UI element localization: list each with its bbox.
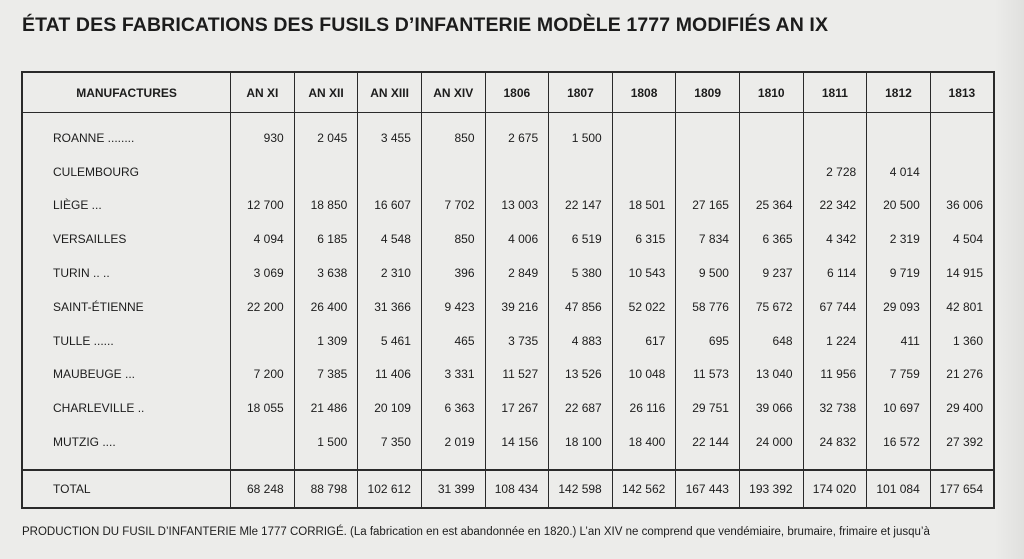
table-cell: 7 834 — [676, 222, 740, 256]
table-cell: 36 006 — [930, 189, 994, 223]
table-cell: 9 500 — [676, 256, 740, 290]
column-header-year: AN XII — [294, 72, 358, 113]
table-cell: 18 400 — [612, 425, 676, 470]
table-cell: 11 406 — [358, 358, 422, 392]
table-cell — [803, 113, 867, 155]
column-header-year: 1807 — [549, 72, 613, 113]
table-cell: 20 109 — [358, 391, 422, 425]
table-cell: 1 309 — [294, 324, 358, 358]
manufacture-name: MUTZIG .... — [22, 425, 231, 470]
table-cell: 29 751 — [676, 391, 740, 425]
table-cell: 10 048 — [612, 358, 676, 392]
table-cell: 22 147 — [549, 189, 613, 223]
table-cell: 22 200 — [231, 290, 295, 324]
table-cell: 11 527 — [485, 358, 549, 392]
column-header-year: 1812 — [867, 72, 931, 113]
table-cell: 14 156 — [485, 425, 549, 470]
table-cell: 26 400 — [294, 290, 358, 324]
table-cell: 6 315 — [612, 222, 676, 256]
table-cell — [612, 155, 676, 189]
column-header-year: AN XIII — [358, 72, 422, 113]
table-cell: 4 548 — [358, 222, 422, 256]
table-cell: 24 832 — [803, 425, 867, 470]
production-table — [21, 71, 995, 509]
table-cell: 18 100 — [549, 425, 613, 470]
total-cell: 102 612 — [358, 470, 422, 508]
table-cell: 2 849 — [485, 256, 549, 290]
table-row — [22, 113, 994, 155]
table-cell: 39 066 — [739, 391, 803, 425]
table-cell — [612, 113, 676, 155]
table-cell: 850 — [421, 222, 485, 256]
total-label: TOTAL — [22, 470, 231, 508]
table-cell: 6 114 — [803, 256, 867, 290]
column-header-year: 1809 — [676, 72, 740, 113]
table-row — [22, 391, 994, 425]
table-cell: 13 526 — [549, 358, 613, 392]
table-cell: 695 — [676, 324, 740, 358]
table-cell: 2 045 — [294, 113, 358, 155]
manufacture-name: LIÈGE ... — [22, 189, 231, 223]
column-header-year: 1811 — [803, 72, 867, 113]
table-cell — [549, 155, 613, 189]
table-cell: 5 461 — [358, 324, 422, 358]
table-cell: 1 224 — [803, 324, 867, 358]
table-cell: 24 000 — [739, 425, 803, 470]
table-cell: 29 400 — [930, 391, 994, 425]
table-cell: 7 702 — [421, 189, 485, 223]
table-cell: 22 342 — [803, 189, 867, 223]
manufacture-name: ROANNE ........ — [22, 113, 231, 155]
table-cell — [739, 155, 803, 189]
total-cell: 167 443 — [676, 470, 740, 508]
table-row — [22, 324, 994, 358]
table-cell: 4 504 — [930, 222, 994, 256]
table-cell: 47 856 — [549, 290, 613, 324]
column-header-year: AN XI — [231, 72, 295, 113]
total-cell: 108 434 — [485, 470, 549, 508]
manufacture-name: SAINT-ÉTIENNE — [22, 290, 231, 324]
table-cell: 5 380 — [549, 256, 613, 290]
table-cell — [676, 113, 740, 155]
table-cell: 18 850 — [294, 189, 358, 223]
table-cell: 52 022 — [612, 290, 676, 324]
table-cell: 13 003 — [485, 189, 549, 223]
total-cell: 88 798 — [294, 470, 358, 508]
table-row — [22, 290, 994, 324]
table-cell: 21 276 — [930, 358, 994, 392]
table-cell: 16 607 — [358, 189, 422, 223]
footer-caption: PRODUCTION DU FUSIL D’INFANTERIE Mle 1777 CORRIGÉ. (La fabrication en est abandonnée en 1820.) L’an XIV ne comprend que vendémiaire, brumaire, frimaire et jusqu’à — [22, 526, 930, 538]
column-header-manufactures: MANUFACTURES — [22, 72, 231, 113]
table-cell — [676, 155, 740, 189]
table-cell: 18 501 — [612, 189, 676, 223]
table-cell — [294, 155, 358, 189]
total-cell: 177 654 — [930, 470, 994, 508]
table-cell: 27 165 — [676, 189, 740, 223]
table-cell: 10 697 — [867, 391, 931, 425]
table-cell: 9 237 — [739, 256, 803, 290]
column-header-year: AN XIV — [421, 72, 485, 113]
table-cell: 58 776 — [676, 290, 740, 324]
table-cell: 4 883 — [549, 324, 613, 358]
table-cell: 4 006 — [485, 222, 549, 256]
table-cell: 4 094 — [231, 222, 295, 256]
table-cell: 3 331 — [421, 358, 485, 392]
table-cell: 1 500 — [294, 425, 358, 470]
table-cell: 2 675 — [485, 113, 549, 155]
table-cell: 2 310 — [358, 256, 422, 290]
table-cell: 4 014 — [867, 155, 931, 189]
table-cell: 18 055 — [231, 391, 295, 425]
table-row — [22, 256, 994, 290]
column-header-year: 1806 — [485, 72, 549, 113]
table-cell: 11 956 — [803, 358, 867, 392]
table-cell: 6 363 — [421, 391, 485, 425]
table-cell: 67 744 — [803, 290, 867, 324]
table-cell: 10 543 — [612, 256, 676, 290]
manufacture-name: CHARLEVILLE .. — [22, 391, 231, 425]
table-cell: 6 365 — [739, 222, 803, 256]
table-cell: 930 — [231, 113, 295, 155]
table-cell — [231, 425, 295, 470]
table-cell: 3 069 — [231, 256, 295, 290]
table-cell: 2 319 — [867, 222, 931, 256]
table-cell: 14 915 — [930, 256, 994, 290]
table-cell: 12 700 — [231, 189, 295, 223]
table-row — [22, 425, 994, 470]
table-cell: 75 672 — [739, 290, 803, 324]
total-cell: 174 020 — [803, 470, 867, 508]
table-cell: 16 572 — [867, 425, 931, 470]
table-cell: 3 638 — [294, 256, 358, 290]
table-cell — [421, 155, 485, 189]
table-row — [22, 189, 994, 223]
table-cell: 850 — [421, 113, 485, 155]
table-cell: 648 — [739, 324, 803, 358]
total-cell: 142 598 — [549, 470, 613, 508]
table-cell: 2 728 — [803, 155, 867, 189]
manufacture-name: TULLE ...... — [22, 324, 231, 358]
table-cell: 6 519 — [549, 222, 613, 256]
table-cell — [739, 113, 803, 155]
total-cell: 68 248 — [231, 470, 295, 508]
table-cell: 27 392 — [930, 425, 994, 470]
table-cell: 13 040 — [739, 358, 803, 392]
table-cell: 22 687 — [549, 391, 613, 425]
table-row — [22, 222, 994, 256]
table-cell: 9 719 — [867, 256, 931, 290]
total-cell: 101 084 — [867, 470, 931, 508]
table-cell — [930, 113, 994, 155]
table-cell — [231, 155, 295, 189]
table-row — [22, 155, 994, 189]
table-cell — [930, 155, 994, 189]
table-cell: 465 — [421, 324, 485, 358]
table-cell: 4 342 — [803, 222, 867, 256]
total-cell: 31 399 — [421, 470, 485, 508]
column-header-year: 1808 — [612, 72, 676, 113]
manufacture-name: VERSAILLES — [22, 222, 231, 256]
table-cell: 31 366 — [358, 290, 422, 324]
table-cell: 17 267 — [485, 391, 549, 425]
table-cell: 2 019 — [421, 425, 485, 470]
total-row — [22, 470, 994, 508]
manufacture-name: TURIN .. .. — [22, 256, 231, 290]
manufacture-name: CULEMBOURG — [22, 155, 231, 189]
total-cell: 142 562 — [612, 470, 676, 508]
table-cell: 7 759 — [867, 358, 931, 392]
table-cell: 6 185 — [294, 222, 358, 256]
table-cell — [485, 155, 549, 189]
table-cell: 22 144 — [676, 425, 740, 470]
table-cell: 617 — [612, 324, 676, 358]
total-cell: 193 392 — [739, 470, 803, 508]
table-cell: 26 116 — [612, 391, 676, 425]
table-cell: 20 500 — [867, 189, 931, 223]
table-cell: 396 — [421, 256, 485, 290]
table-cell: 3 455 — [358, 113, 422, 155]
table-cell: 11 573 — [676, 358, 740, 392]
table-cell: 7 350 — [358, 425, 422, 470]
column-header-year: 1813 — [930, 72, 994, 113]
table-cell: 7 200 — [231, 358, 295, 392]
table-cell: 411 — [867, 324, 931, 358]
column-header-year: 1810 — [739, 72, 803, 113]
table-cell: 42 801 — [930, 290, 994, 324]
table-cell: 1 500 — [549, 113, 613, 155]
table-cell: 3 735 — [485, 324, 549, 358]
manufacture-name: MAUBEUGE ... — [22, 358, 231, 392]
table-cell: 32 738 — [803, 391, 867, 425]
table-cell: 7 385 — [294, 358, 358, 392]
table-cell — [867, 113, 931, 155]
table-cell: 39 216 — [485, 290, 549, 324]
table-cell — [231, 324, 295, 358]
table-cell: 21 486 — [294, 391, 358, 425]
table-cell: 25 364 — [739, 189, 803, 223]
page-title: ÉTAT DES FABRICATIONS DES FUSILS D’INFANTERIE MODÈLE 1777 MODIFIÉS AN IX — [22, 14, 829, 36]
table-cell: 1 360 — [930, 324, 994, 358]
page-edge-shade — [994, 0, 1024, 559]
table-cell — [358, 155, 422, 189]
table-cell: 9 423 — [421, 290, 485, 324]
table-row — [22, 358, 994, 392]
table-cell: 29 093 — [867, 290, 931, 324]
table-header-row — [22, 72, 994, 113]
